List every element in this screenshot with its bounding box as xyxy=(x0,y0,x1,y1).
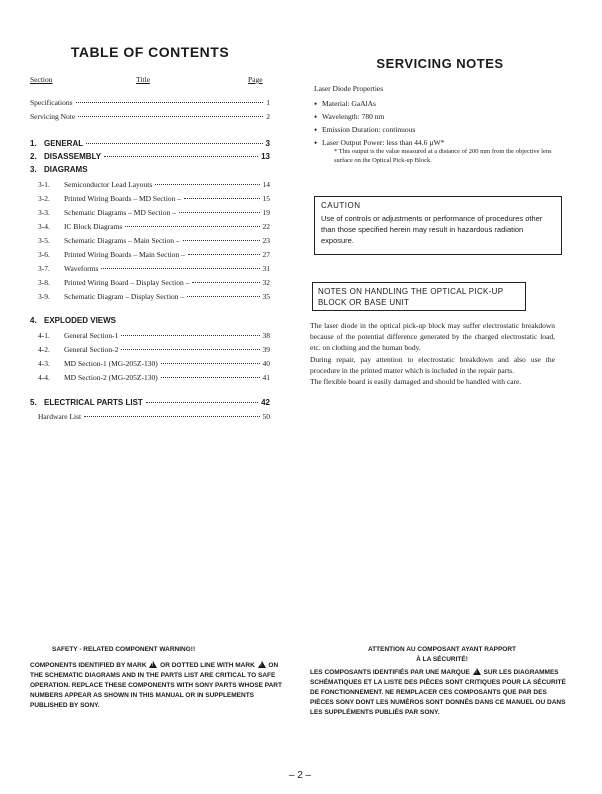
toc-entry-number: 3-9. xyxy=(38,292,50,301)
toc-entry[interactable] xyxy=(38,222,270,232)
toc-section-number: 3. xyxy=(30,165,37,174)
toc-leader xyxy=(84,416,259,417)
toc-entry-title: Waveforms xyxy=(64,264,99,273)
handling-paragraph: The laser diode in the optical pick-up block may suffer electrostatic breakdown because of the potential difference generated by the charged electrostatic load, etc. on clothing and the human body. xyxy=(310,321,555,353)
safety-warning-text: COMPONENTS IDENTIFIED BY MARK xyxy=(30,662,147,669)
toc-leader xyxy=(179,212,260,213)
caution-text: Use of controls or adjustments or performance of procedures other than those specified herein may result in hazardous radiation exposure. xyxy=(321,214,543,245)
toc-entry-number: 3-5. xyxy=(38,236,50,245)
warning-triangle-icon xyxy=(258,661,266,668)
toc-leader xyxy=(121,349,259,350)
toc-entry-title: Schematic Diagram – Display Section – xyxy=(64,292,185,301)
toc-section-title: EXPLODED VIEWS xyxy=(44,316,117,325)
toc-entry-title: Schematic Diagrams – Main Section – xyxy=(64,236,180,245)
toc-entry-title: Printed Wiring Boards – Main Section – xyxy=(64,250,185,259)
toc-entry-page: 50 xyxy=(262,412,270,421)
toc-entry-title: IC Block Diagrams xyxy=(64,222,123,231)
safety-warning-fr-text: LES COMPOSANTS IDENTIFIÉS PAR UNE MARQUE xyxy=(310,669,470,676)
toc-entry[interactable] xyxy=(30,112,270,122)
safety-warning-text: ON THE SCHEMATIC DIAGRAMS AND IN THE PARTS LIST ARE CRITICAL TO SAFE OPERATION. REPLACE THESE COMPONENTS WITH SONY PARTS WHOSE PART NUMBERS APPEAR AS SHOWN IN THIS MANUAL OR IN SUPPLEMENTS PUBLISHED BY SONY. xyxy=(30,662,282,709)
toc-entry-page: 14 xyxy=(262,180,270,189)
toc-section-title: DIAGRAMS xyxy=(44,165,88,174)
toc-entry-page: 19 xyxy=(262,208,270,217)
toc-entry-page: 41 xyxy=(262,373,270,382)
toc-leader xyxy=(183,240,260,241)
toc-entry-title: Printed Wiring Boards – MD Section – xyxy=(64,194,182,203)
toc-entry-number: 3-8. xyxy=(38,278,50,287)
toc-entry-page: 3 xyxy=(265,139,270,148)
toc-entry-page: 39 xyxy=(262,345,270,354)
handling-paragraph: During repair, pay attention to electrostatic breakdown and also use the procedure in the printed matter which is included in the repair parts. xyxy=(310,354,555,375)
toc-entry-number: 4-2. xyxy=(38,345,50,354)
toc-entry[interactable] xyxy=(38,250,270,260)
toc-entry[interactable] xyxy=(38,412,270,422)
toc-entry-title: MD Section-2 (MG-205Z-130) xyxy=(64,373,158,382)
toc-entry-title: General Section-2 xyxy=(64,345,119,354)
toc-entry-number: 4-4. xyxy=(38,373,50,382)
toc-section-number: 1. xyxy=(30,139,37,148)
toc-entry-number: 4-1. xyxy=(38,331,50,340)
toc-leader xyxy=(161,363,260,364)
toc-entry-page: 27 xyxy=(262,250,270,259)
toc-entry-title: Hardware List xyxy=(38,412,82,421)
toc-entry-page: 15 xyxy=(262,194,270,203)
safety-warning-title: SAFETY - RELATED COMPONENT WARNING!! xyxy=(52,646,196,653)
toc-section[interactable] xyxy=(30,398,270,408)
toc-col-section: Section xyxy=(30,75,53,84)
toc-leader xyxy=(192,282,259,283)
toc-entry-title: General Section-1 xyxy=(64,331,119,340)
toc-entry[interactable] xyxy=(38,278,270,288)
toc-entry-title: MD Section-1 (MG-205Z-130) xyxy=(64,359,158,368)
toc-entry[interactable] xyxy=(38,236,270,246)
toc-entry[interactable] xyxy=(38,180,270,190)
toc-entry-page: 32 xyxy=(262,278,270,287)
toc-col-title: Title xyxy=(136,75,150,84)
safety-warning-fr-title-line: À LA SÉCURITÉ! xyxy=(416,656,468,663)
toc-entry-page: 38 xyxy=(262,331,270,340)
toc-entry-number: 4-3. xyxy=(38,359,50,368)
toc-entry-page: 31 xyxy=(262,264,270,273)
toc-entry-page: 2 xyxy=(266,112,270,121)
toc-entry-number: 3-2. xyxy=(38,194,50,203)
caution-box xyxy=(314,196,562,255)
toc-leader xyxy=(121,335,259,336)
toc-section-number: 4. xyxy=(30,316,37,325)
toc-leader xyxy=(86,143,262,144)
toc-leader xyxy=(184,198,259,199)
toc-leader xyxy=(161,377,260,378)
safety-warning-fr-title-line: ATTENTION AU COMPOSANT AYANT RAPPORT xyxy=(367,646,517,653)
laser-property-item: • Wavelength: 780 nm xyxy=(322,112,384,122)
safety-warning-fr-text: SUR LES DIAGRAMMES SCHÉMATIQUES ET LA LISTE DES PIÈCES SONT CRITIQUES POUR LA SÉCURITÉ DE FONCTIONNEMENT. NE REMPLACER CES COMPOSANTS QUE PAR DES PIÈCES SONY DONT LES NUMÉROS SONT DONNÉS DANS CE MANUEL OU DANS LES SUPPLÉMENTS PUBLIÉS PAR SONY. xyxy=(310,669,566,716)
toc-entry-title: Specifications xyxy=(30,98,73,107)
toc-entry-page: 23 xyxy=(262,236,270,245)
warning-triangle-icon xyxy=(473,668,481,675)
handling-notes-body xyxy=(310,320,555,387)
toc-entry-title: Semiconductor Lead Layouts xyxy=(64,180,153,189)
toc-entry-number: 3-1. xyxy=(38,180,50,189)
laser-property-item: • Laser Output Power: less than 44.6 µW* xyxy=(322,138,444,148)
toc-entry[interactable] xyxy=(38,345,270,355)
safety-warning-body xyxy=(30,661,282,711)
laser-property-item: • Emission Duration: continuous xyxy=(322,125,415,135)
handling-notes-heading: NOTES ON HANDLING THE OPTICAL PICK-UP BLOCK OR BASE UNIT xyxy=(312,282,526,311)
servicing-notes-title: SERVICING NOTES xyxy=(376,56,504,71)
toc-entry[interactable] xyxy=(30,98,270,108)
toc-section[interactable] xyxy=(30,152,270,162)
toc-leader xyxy=(104,156,258,157)
laser-properties-heading: Laser Diode Properties xyxy=(314,84,384,93)
toc-leader xyxy=(146,402,258,403)
toc-entry-page: 13 xyxy=(261,152,270,161)
toc-leader xyxy=(76,102,264,103)
handling-paragraph: The flexible board is easily damaged and should be handled with care. xyxy=(310,377,522,387)
toc-entry-page: 22 xyxy=(262,222,270,231)
safety-warning-fr-body xyxy=(310,668,572,718)
caution-title: CAUTION xyxy=(321,201,361,210)
toc-entry-number: 3-7. xyxy=(38,264,50,273)
toc-entry[interactable] xyxy=(38,194,270,204)
toc-leader xyxy=(155,184,259,185)
toc-entry-page: 42 xyxy=(261,398,270,407)
toc-entry[interactable] xyxy=(38,208,270,218)
toc-section-title: ELECTRICAL PARTS LIST xyxy=(44,398,143,407)
toc-entry[interactable] xyxy=(38,292,270,302)
toc-entry[interactable] xyxy=(38,264,270,274)
toc-entry-title: Printed Wiring Board – Display Section – xyxy=(64,278,190,287)
toc-section-number: 5. xyxy=(30,398,37,407)
toc-section-title: DISASSEMBLY xyxy=(44,152,102,161)
toc-section[interactable] xyxy=(30,165,270,175)
toc-col-page: Page xyxy=(248,75,263,84)
toc-leader xyxy=(188,254,260,255)
warning-triangle-icon xyxy=(149,661,157,668)
safety-warning-text: OR DOTTED LINE WITH MARK xyxy=(160,662,255,669)
safety-warning-fr-title xyxy=(312,645,572,665)
page-number: – 2 – xyxy=(288,770,312,781)
toc-section-title: GENERAL xyxy=(44,139,84,148)
toc-leader xyxy=(78,116,263,117)
toc-leader xyxy=(187,296,259,297)
toc-entry-title: Servicing Note xyxy=(30,112,76,121)
toc-entry-page: 1 xyxy=(266,98,270,107)
toc-entry-page: 40 xyxy=(262,359,270,368)
toc-section-number: 2. xyxy=(30,152,37,161)
toc-section[interactable] xyxy=(30,316,270,326)
toc-entry-number: 3-6. xyxy=(38,250,50,259)
toc-entry-title: Schematic Diagrams – MD Section – xyxy=(64,208,176,217)
toc-entry[interactable] xyxy=(38,373,270,383)
toc-entry[interactable] xyxy=(38,359,270,369)
toc-leader xyxy=(101,268,259,269)
laser-property-item: • Material: GaAlAs xyxy=(322,99,376,109)
toc-title: TABLE OF CONTENTS xyxy=(70,44,230,60)
toc-entry-page: 35 xyxy=(262,292,270,301)
toc-entry[interactable] xyxy=(38,331,270,341)
toc-entry-number: 3-4. xyxy=(38,222,50,231)
toc-leader xyxy=(125,226,259,227)
toc-entry-number: 3-3. xyxy=(38,208,50,217)
laser-output-footnote: * This output is the value measured at a distance of 200 mm from the objective lens surface on the Optical Pick-up Block. xyxy=(334,148,552,164)
toc-section[interactable] xyxy=(30,139,270,149)
